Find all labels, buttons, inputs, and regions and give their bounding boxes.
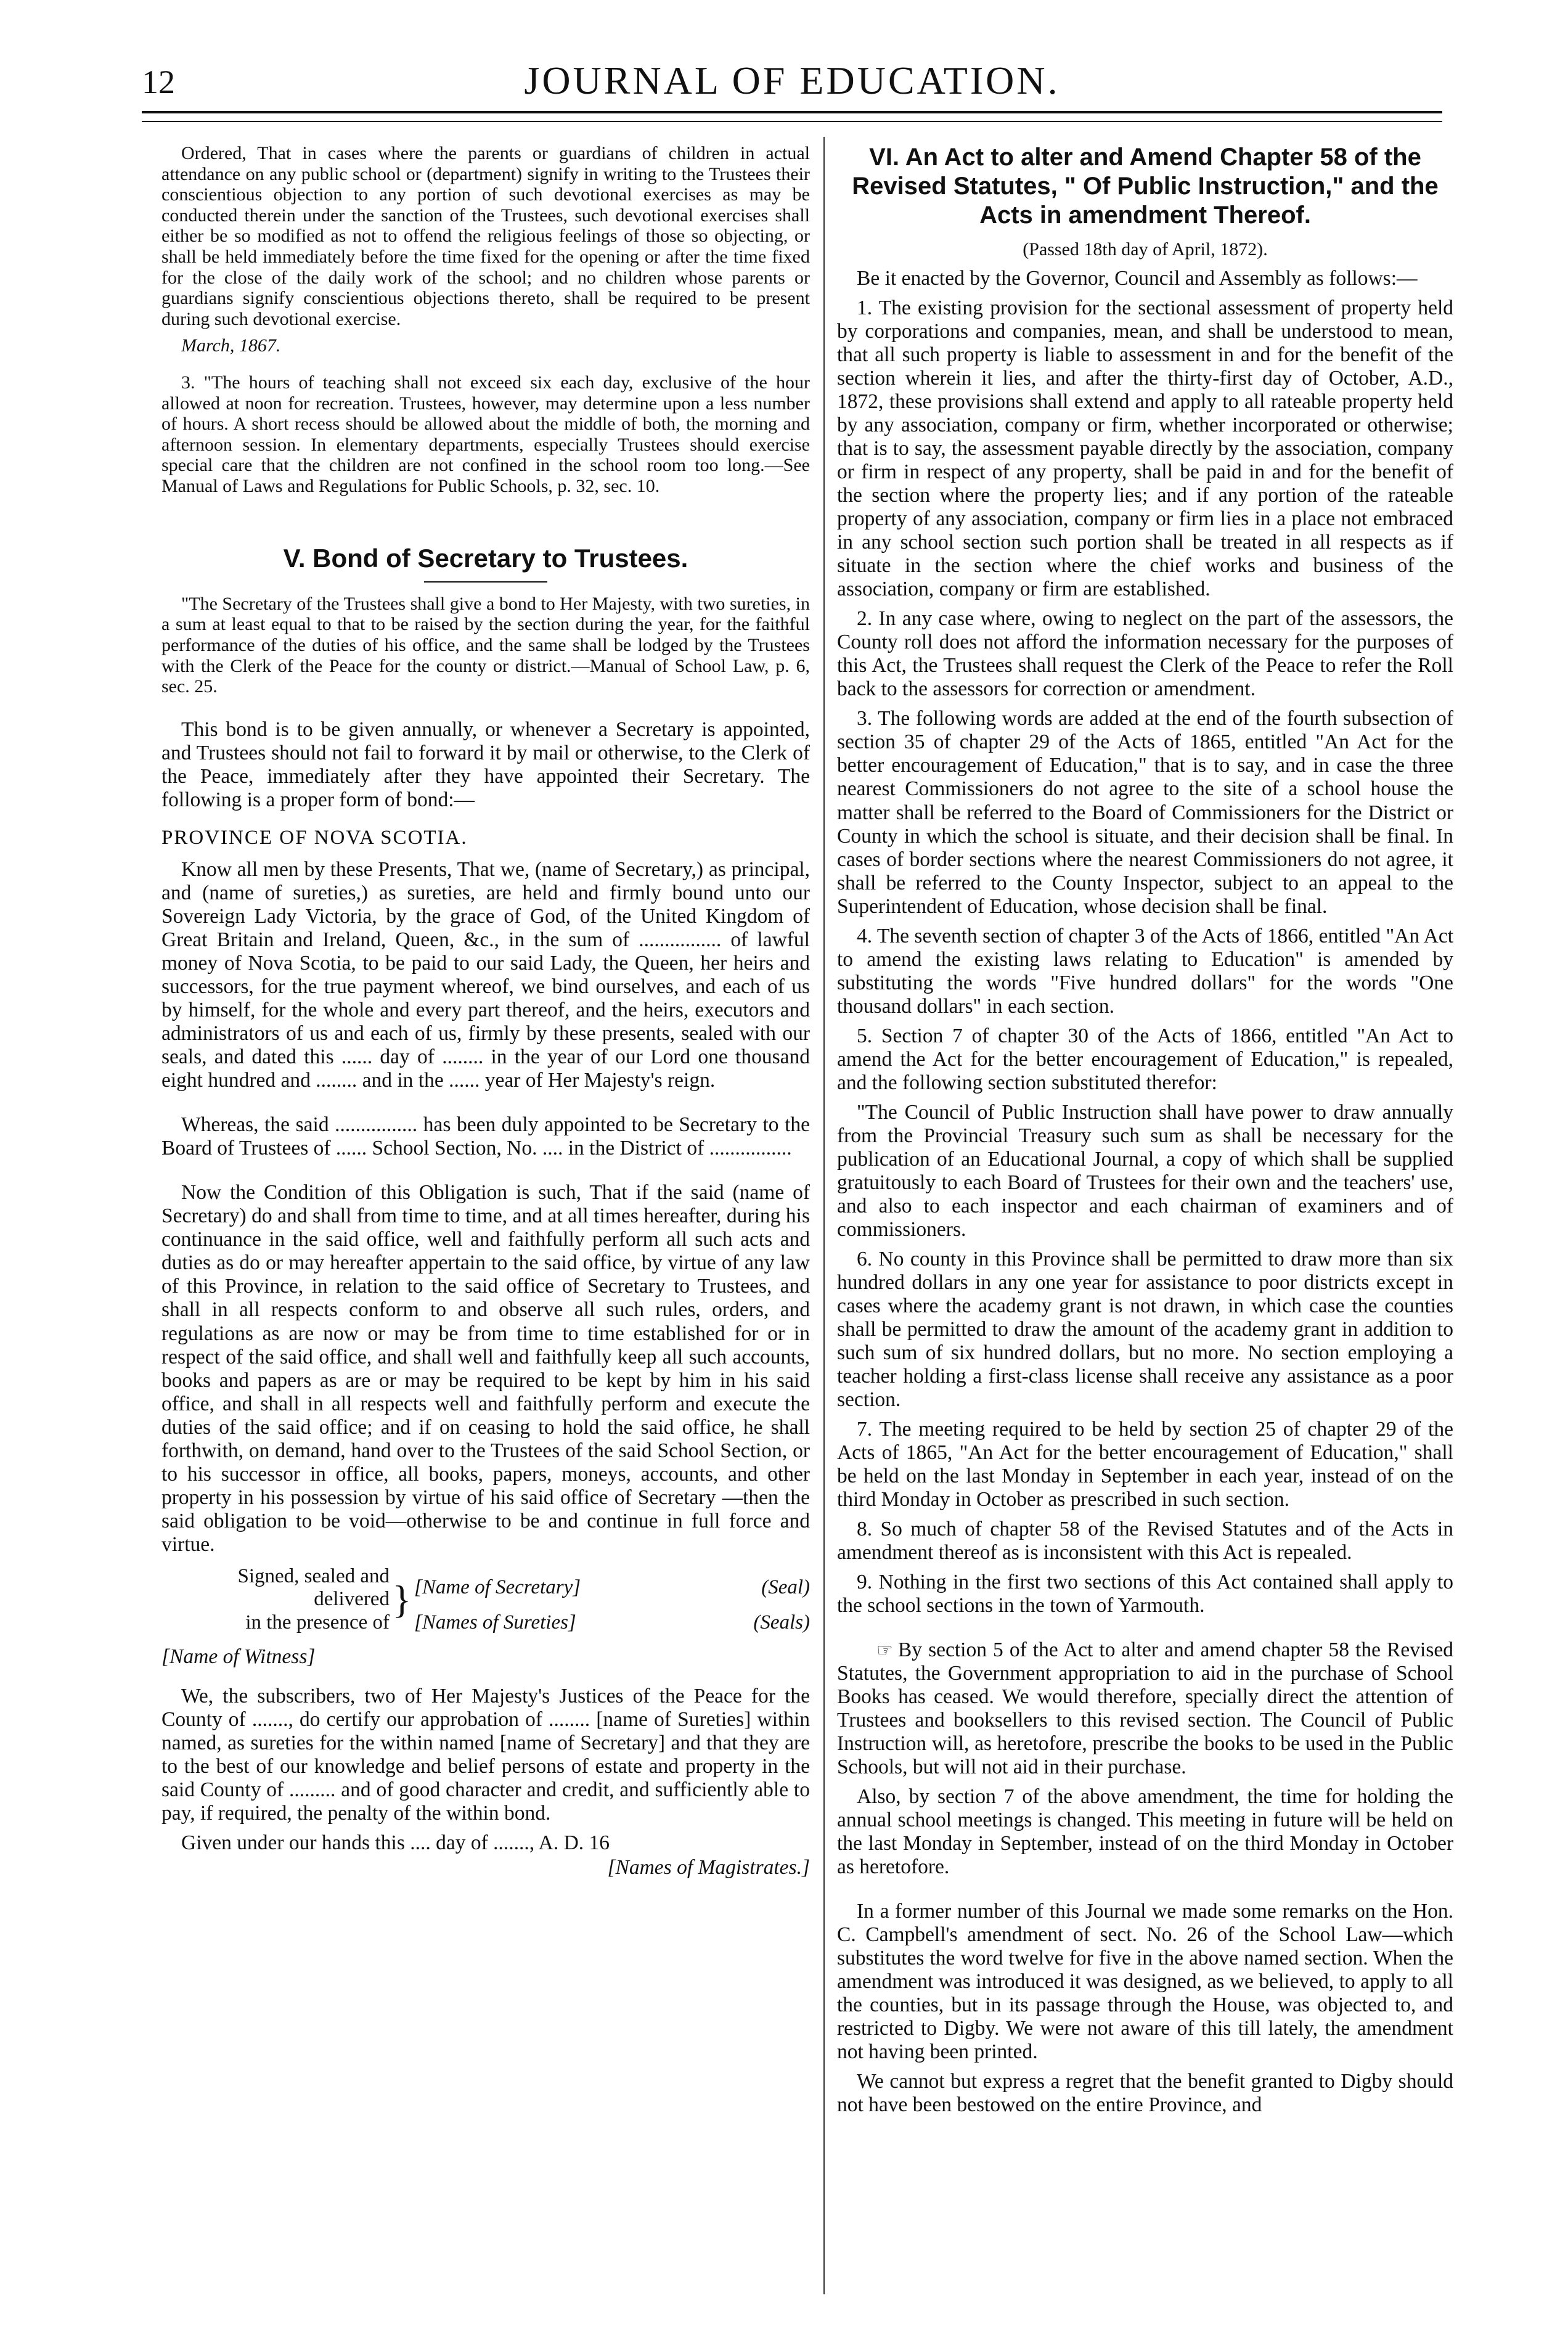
act-heading: VI. An Act to alter and Amend Chapter 58 of the Revised Statutes, " Of Public Instruction," and the Acts in amendment Thereof.: [852, 144, 1439, 229]
act-section-8: 8. So much of chapter 58 of the Revised Statutes and of the Acts in amendment thereof as is inconsistent with this Act is repealed.: [837, 1517, 1453, 1564]
column-divider: [823, 137, 825, 2294]
passed-date: (Passed 18th day of April, 1872).: [1023, 239, 1268, 260]
province-heading: PROVINCE OF NOVA SCOTIA.: [161, 826, 468, 849]
act-section-7: 7. The meeting required to be held by section 25 of chapter 29 of the Acts of 1865, "An Act for the better encouragement of Education," shall be held on the last Monday in September in each year, instead of on the third Monday in October as prescribed in such section.: [837, 1417, 1453, 1511]
note-paragraph-meetings: Also, by section 7 of the above amendment, the time for holding the annual school meetings is changed. This meeting in future will be held on the last Monday in September, instead of on the third Monday in October as heretofore.: [837, 1785, 1453, 1879]
order-paragraph: Ordered, That in cases where the parents or guardians of children in actual attendance on any public school or (department) signify in writing to the Trustees their conscientious objection to any portion of such devotional exercises as may be conducted therein under the sanction of the Trustees, such devotional exercises shall either be so modified as not to offend the religious feelings of those so objecting, or shall be held immediately before the time fixed for the opening or after the time fixed for the close of the daily work of the school; and no children whose parents or guardians signify conscientious objections thereto, shall be required to be present during such devotional exercise.: [161, 143, 810, 329]
act-section-1: 1. The existing provision for the sectional assessment of property held by corporations and companies, mean, and shall be understood to mean, that all such property is liable to assessment in and for the benefit of the section wherein it lies, and after the thirty-first day of October, A.D., 1872, these provisions shall extend and apply to all rateable property held by any association, company or firm, whether incorporated or otherwise; that is to say, the assessment payable directly by the association, company or firm in respect of any property, shall be paid in and for the benefit of the section where the property lies; and if any portion of the rateable property of any association, company or firm lies in a place not embraced in any school section such portion shall be treated in all respects as if situate in the section where the chief works and business of the association, company or firm are established.: [837, 296, 1453, 601]
know-all-paragraph: Know all men by these Presents, That we, (name of Secretary,) as principal, and (name of sureties,) as sureties, are held and firmly bound unto our Sovereign Lady Victoria, by the grace of God, of the United Kingdom of Great Britain and Ireland, Queen, &c., in the sum of ................ of lawful money of Nova Scotia, to be paid to our said Lady, the Queen, her heirs and successors, for the true payment whereof, we bind ourselves, and each of us by himself, for the whole and every part thereof, and the heirs, executors and administrators of us and each of us, firmly by these presents, sealed with our seals, and dated this ...... day of ........ in the year of our Lord one thousand eight hundred and ........ and in the ...... year of Her Majesty's reign.: [161, 858, 810, 1092]
header-rule-thin: [142, 121, 1442, 122]
note-paragraph-campbell: In a former number of this Journal we made some remarks on the Hon. C. Campbell's amendment of sect. No. 26 of the School Law—which substitutes the word twelve for five in the above named section. When the amendment was introduced it was designed, as we believed, to apply to all the counties, but in its passage through the House, was objected to, and restricted to Digby. We were not aware of this till lately, the amendment not having been printed.: [837, 1900, 1453, 2064]
header-rule: [142, 111, 1442, 113]
order-date: March, 1867.: [181, 335, 281, 356]
teaching-hours-paragraph: 3. "The hours of teaching shall not exceed six each day, exclusive of the hour allowed at noon for recreation. Trustees, however, may determine upon a less number of hours. A short recess should be allowed about the middle of both, the morning and afternoon session. In elementary departments, especially Trustees should exercise special care that the children are not confined in the school room too long.—See Manual of Laws and Regulations for Public Schools, p. 32, sec. 10.: [161, 372, 810, 496]
pointing-hand-icon: ☞: [876, 1640, 893, 1661]
bond-quote: "The Secretary of the Trustees shall give a bond to Her Majesty, with two sureties, in a sum at least equal to that to be raised by the section during the year, for the faithful performance of the duties of his office, and the same shall be lodged by the Trustees with the Clerk of the Peace for the county or district.—Manual of School Law, p. 6, sec. 25.: [161, 593, 810, 697]
page-number: 12: [142, 63, 175, 100]
seal-label: (Seal): [761, 1576, 810, 1599]
note-paragraph-digby: We cannot but express a regret that the benefit granted to Digby should not have been bestowed on the entire Province, and: [837, 2070, 1453, 2117]
seals-label: (Seals): [753, 1611, 810, 1634]
condition-paragraph: Now the Condition of this Obligation is such, That if the said (name of Secretary) do and shall from time to time, and at all times hereafter, during his continuance in the said office, well and faithfully perform all such acts and duties as do or may hereafter appertain to the said office, by virtue of any law of this Province, in relation to the said office of Secretary to Trustees, and shall in all respects conform to and observe all such rules, orders, and regulations as are now or may be from time to time established for or in respect of the said office, and shall well and faithfully keep all such accounts, books and papers as are or may be required to be kept by him in his said office, and shall in all respects well and faithfully perform and execute the duties of the said office; and if on ceasing to hold the said office, he shall forthwith, on demand, hand over to the Trustees of the said School Section, or to his successor in office, all books, papers, moneys, accounts, and other property in his possession by virtue of his said office of Secretary —then the said obligation to be void—otherwise to be and continue in full force and virtue.: [161, 1181, 810, 1556]
act-section-3: 3. The following words are added at the end of the fourth subsection of section 35 of chapter 29 of the Acts of 1865, entitled "An Act for the better encouragement of Education," that is to say, and in case the three nearest Commissioners do not agree to the site of a school house the matter shall be referred to the Board of Commissioners for the District or County in which the school is situate, and their decision shall be final. In cases of border sections where the nearest Commissioners do not agree, it shall be referred to the County Inspector, subject to an appeal to the Superintendent of Education, whose decision shall be final.: [837, 707, 1453, 918]
signature-block: [161, 1565, 810, 1634]
running-head: [142, 52, 1442, 113]
left-column: [161, 143, 810, 1879]
act-section-6: 6. No county in this Province shall be permitted to draw more than six hundred dollars in any one year for assistance to poor districts except in cases where the academy grant is not drawn, in which case the counties shall be permitted to draw the amount of the academy grant in addition to such sum of six hundred dollars, but no more. No section employing a teacher holding a first-class license shall receive any assistance as a poor section.: [837, 1247, 1453, 1411]
brace-glyph: }: [392, 1577, 412, 1622]
enacting-clause: Be it enacted by the Governor, Council and Assembly as follows:—: [857, 267, 1418, 290]
justices-certificate: We, the subscribers, two of Her Majesty's Justices of the Peace for the County of ......., do certify our approbation of ........ [name of Sureties] within named, as sureties for the within named [name of Secretary] and that they are to the best of our knowledge and belief persons of estate and property in the said County of ......... and of good character and credit, and sufficiently able to pay, if required, the penalty of the within bond.: [161, 1685, 810, 1825]
witness-line: [Name of Witness]: [161, 1645, 316, 1669]
given-line: Given under our hands this .... day of ......., A. D. 16: [181, 1831, 610, 1855]
whereas-paragraph: Whereas, the said ................ has been duly appointed to be Secretary to the Board of Trustees of ...... School Section, No. .... in the District of ................: [161, 1113, 810, 1160]
note-books-text: By section 5 of the Act to alter and amend chapter 58 the Revised Statutes, the Government appropriation to aid in the purchase of School Books has ceased. We would therefore, specially direct the attention of Trustees and booksellers to this revised section. The Council of Public Instruction will, as heretofore, prescribe the books to be used in the Public Schools, but will not aid in their purchase.: [837, 1638, 1453, 1779]
act-section-4: 4. The seventh section of chapter 3 of the Acts of 1866, entitled "An Act to amend the existing laws relating to Education" is amended by substituting the words "Five hundred dollars" for the words "One thousand dollars" in each section.: [837, 924, 1453, 1018]
magistrates-line: [Names of Magistrates.]: [607, 1856, 810, 1879]
act-section-9: 9. Nothing in the first two sections of this Act contained shall apply to the school sections in the town of Yarmouth.: [837, 1570, 1453, 1617]
right-column: [837, 143, 1453, 2123]
sureties-signature-line: [Names of Sureties]: [414, 1611, 576, 1634]
section-rule: [424, 581, 547, 583]
bond-annual-paragraph: This bond is to be given annually, or whenever a Secretary is appointed, and Trustees should not fail to forward it by mail or otherwise, to the Clerk of the Peace, immediately after they have appointed their Secretary. The following is a proper form of bond:—: [161, 718, 810, 811]
act-section-2: 2. In any case where, owing to neglect on the part of the assessors, the County roll does not afford the information necessary for the purposes of this Act, the Trustees shall request the Clerk of the Peace to refer the Roll back to the assessors for correction or amendment.: [837, 607, 1453, 701]
act-section-5: 5. Section 7 of chapter 30 of the Acts of 1866, entitled "An Act to amend the Act for the better encouragement of Education," is repealed, and the following section substituted therefor:: [837, 1024, 1453, 1094]
act-section-5-quote: "The Council of Public Instruction shall have power to draw annually from the Provincial Treasury such sum as shall be necessary for the publication of an Educational Journal, a copy of which shall be supplied gratuitously to each Board of Trustees for their own and the teachers' use, and also to each inspector and each chairman of examiners and of commissioners.: [837, 1100, 1453, 1241]
journal-title: JOURNAL OF EDUCATION.: [524, 59, 1060, 102]
note-paragraph-books: [837, 1638, 1453, 1779]
presence-label: in the presence of: [245, 1611, 390, 1634]
signed-label: Signed, sealed and delivered: [237, 1564, 390, 1611]
secretary-signature-line: [Name of Secretary]: [414, 1576, 581, 1599]
section-v-heading: V. Bond of Secretary to Trustees.: [283, 543, 688, 573]
